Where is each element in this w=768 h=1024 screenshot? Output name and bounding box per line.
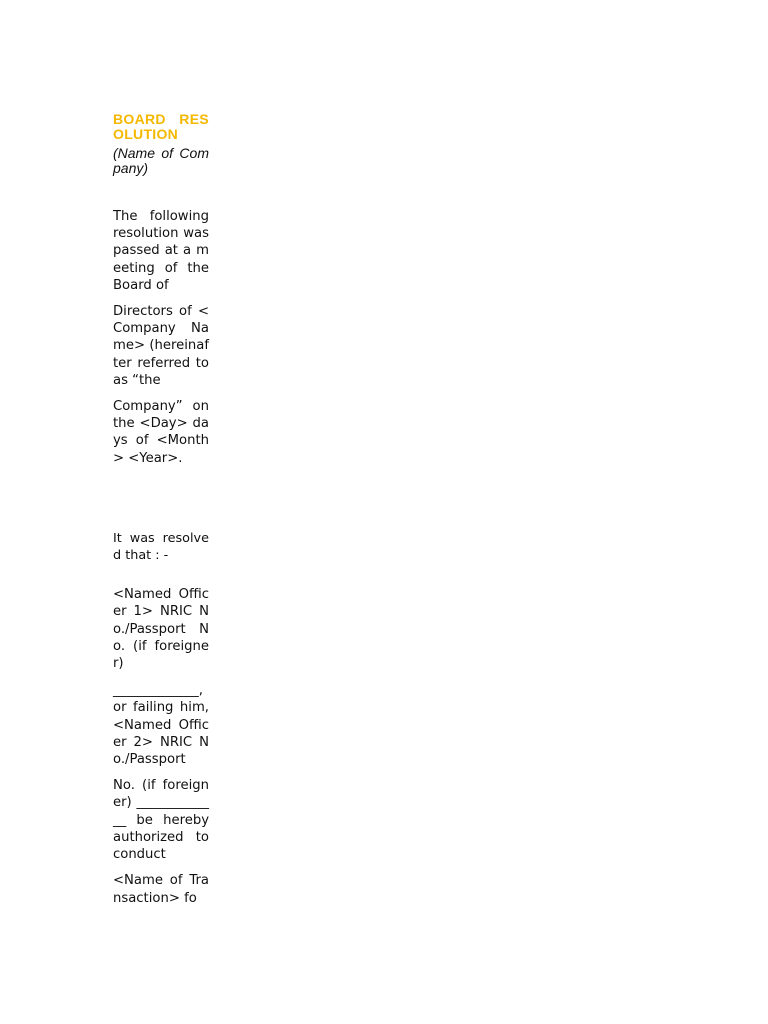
- paragraph-resolved: It was resolved that : -: [113, 530, 209, 564]
- document-page: [113, 112, 209, 907]
- paragraph-transaction: <Name of Transaction> fo: [113, 873, 209, 906]
- company-name-placeholder: (Name of Company): [113, 145, 209, 176]
- document-title: BOARD RESOLUTION: [113, 111, 209, 142]
- paragraph-officer-1: <Named Officer 1> NRIC No./Passport No. (if foreigner): [113, 587, 209, 672]
- paragraph-date: Company” on the <Day> days of <Month> <Year>.: [113, 399, 209, 466]
- paragraph-authorization: No. (if foreigner) _____________ be hereby authorized to conduct: [113, 778, 209, 863]
- paragraph-intro: The following resolution was passed at a meeting of the Board of: [113, 209, 209, 293]
- paragraph-officer-2: _____________, or failing him, <Named Officer 2> NRIC No./Passport: [113, 683, 209, 768]
- paragraph-directors: Directors of <Company Name> (hereinafter referred to as “the: [113, 304, 209, 388]
